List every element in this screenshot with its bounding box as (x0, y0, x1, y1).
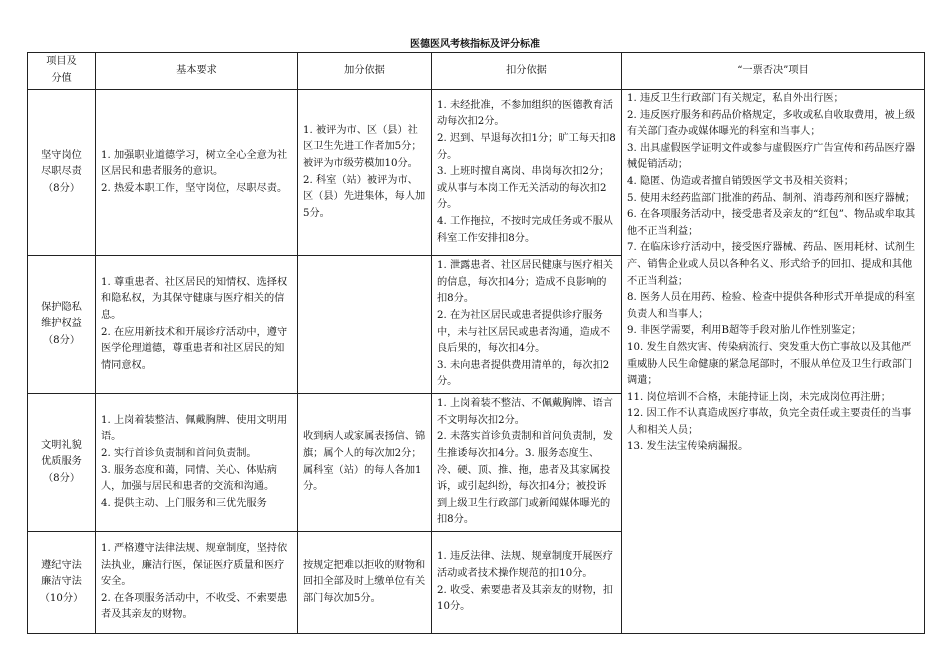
category-line: 维护权益 (41, 318, 82, 330)
category-line: 坚守岗位 (41, 149, 82, 161)
basic-item: 4. 提供主动、上门服务和三优先服务 (101, 497, 267, 509)
category-line: 尽职尽责 (41, 166, 82, 178)
veto-item: 6. 在各项服务活动中，接受患者及亲友的“红包”、物品或牟取其他不正当利益； (627, 209, 916, 237)
basic-item: 2. 实行首诊负责制和首问负责制。 (101, 447, 257, 459)
veto-item: 9. 非医学需要，利用B超等手段对胎儿作性别鉴定； (627, 325, 862, 337)
header-cell: 加分依据 (298, 53, 432, 90)
veto-item: 13. 发生法宝传染病漏报。 (627, 441, 749, 453)
basic-item: 1. 尊重患者、社区居民的知情权、选择权和隐私权，为其保守健康与医疗相关的信息。 (101, 276, 288, 321)
basic-item: 2. 在各项服务活动中，不收受、不索要患者及其亲友的财物。 (101, 592, 288, 621)
category-cell (28, 394, 96, 532)
deduct-item: 2. 迟到、早退每次扣1分；旷工每天扣8分。 (437, 133, 616, 161)
veto-item: 1. 违反卫生行政部门有关规定，私自外出行医； (627, 93, 844, 104)
deduct-item: 3. 未向患者提供费用清单的，每次扣2分。 (437, 359, 610, 388)
bonus-item: 收到病人或家属表扬信、锦旗；属个人的每次加2分；属科室（站）的每人各加1分。 (303, 431, 426, 493)
header-cell: 扣分依据 (432, 53, 622, 90)
deduct-item: 1. 上岗着装不整洁、不佩戴胸牌、语言不文明每次扣2分。 (437, 398, 613, 426)
category-line: （8分） (42, 182, 81, 194)
veto-item: 7. 在临床诊疗活动中，接受医疗器械、药品、医用耗材、试剂生产、销售企业或人员以各种名义、形式给予的回扣、提成和其他不正当利益； (627, 242, 916, 287)
category-cell (28, 532, 96, 634)
deduct-cell (432, 394, 622, 532)
basic-item: 1. 严格遵守法律法规、规章制度，坚持依法执业，廉洁行医，保证医疗质量和医疗安全。 (101, 543, 288, 588)
deduct-item: 2. 在为社区居民或患者提供诊疗服务中，未与社区居民或患者沟通，造成不良后果的，每次扣4分。 (437, 309, 611, 355)
veto-item: 12. 因工作不认真造成医疗事故，负完全责任或主要责任的当事人和相关人员； (627, 408, 912, 436)
veto-item: 2. 违反医疗服务和药品价格规定，多收或私自收取费用，被上级有关部门查办或媒体曝光的科室和当事人； (627, 109, 916, 138)
bonus-cell (298, 90, 432, 256)
basic-item: 2. 热爱本职工作，坚守岗位，尽职尽责。 (101, 182, 288, 194)
basic-cell (96, 394, 298, 532)
veto-item: 5. 使用未经药监部门批准的药品、制剂、消毒药剂和医疗器械； (627, 192, 916, 204)
basic-cell (96, 90, 298, 256)
deduct-item: 1. 违反法律、法规、规章制度开展医疗活动或者技术操作规范的扣10分。 (437, 551, 613, 579)
category-line: （10分） (39, 592, 84, 604)
table-header-row (28, 53, 925, 90)
page-title: 医德医风考核指标及评分标准 (410, 39, 540, 50)
table-row (28, 90, 925, 256)
header-cell: 基本要求 (96, 53, 298, 90)
veto-item: 3. 出具虚假医学证明文件或参与虚假医疗广告宣传和药品医疗器械促销活动； (627, 142, 916, 171)
category-cell (28, 256, 96, 394)
veto-item: 10. 发生自然灾害、传染病流行、突发重大伤亡事故以及其他严重威胁人民生命健康的紧急尾部时，不服从单位及卫生行政部门调遣； (627, 341, 913, 387)
category-line: 保护隐私 (41, 301, 82, 313)
veto-item: 11. 岗位培训不合格，未能持证上岗，未完成岗位再注册； (627, 391, 891, 403)
bonus-item: 1. 被评为市、区（县）社区卫生先进工作者加5分；被评为市级劳模加10分。 (303, 124, 422, 169)
evaluation-table (27, 52, 925, 634)
bonus-cell (298, 394, 432, 532)
header-cell: 项目及 分值 (28, 53, 96, 90)
veto-item: 4. 隐匿、伪造或者擅自销毁医学文书及相关资料； (627, 175, 854, 187)
category-line: 遵纪守法 (41, 559, 82, 571)
bonus-cell (298, 256, 432, 394)
basic-cell (96, 256, 298, 394)
basic-item: 1. 加强职业道德学习，树立全心全意为社区居民和患者服务的意识。 (101, 149, 288, 178)
category-cell (28, 90, 96, 256)
category-line: 优质服务 (41, 456, 82, 468)
veto-cell (622, 90, 925, 634)
deduct-cell (432, 256, 622, 394)
deduct-item: 4. 工作拖拉，不按时完成任务或不服从科室工作安排扣8分。 (437, 215, 613, 244)
deduct-item: 2. 收受、索要患者及其亲友的财物，扣10分。 (437, 584, 613, 613)
bonus-item: 按规定把难以拒收的财物和回扣全部及时上缴单位有关部门每次加5分。 (303, 559, 426, 604)
basic-cell (96, 532, 298, 634)
deduct-item: 3. 上班时擅自离岗、串岗每次扣2分；或从事与本岗工作无关活动的每次扣2分。 (437, 166, 610, 211)
bonus-cell (298, 532, 432, 634)
header-cell: “一票否决”项目 (622, 53, 925, 90)
category-line: （8分） (42, 334, 81, 346)
deduct-item: 2. 未落实首诊负责制和首问负责制，发生推诿每次扣4分。3. 服务态度生、冷、硬、顶、推、拖，患者及其家属投诉，或引起纠纷，每次扣4分；被投诉到上级卫生行政部门或新闻媒体曝光的扣8分。 (437, 431, 613, 526)
category-line: 廉洁守法 (41, 576, 82, 588)
category-line: （8分） (42, 472, 81, 484)
basic-item: 3. 服务态度和蔼，同情、关心、体贴病人，加强与居民和患者的交流和沟通。 (101, 464, 277, 493)
veto-item: 8. 医务人员在用药、检验、检查中提供各种形式开单提成的科室负责人和当事人； (627, 292, 916, 320)
deduct-cell (432, 532, 622, 634)
deduct-item: 1. 未经批准，不参加组织的医德教育活动每次扣2分。 (437, 99, 613, 128)
deduct-item: 1. 泄露患者、社区居民健康与医疗相关的信息，每次扣4分；造成不良影响的扣8分。 (437, 260, 613, 305)
bonus-item: 2. 科室（站）被评为市、区（县）先进集体，每人加5分。 (303, 174, 426, 219)
basic-item: 1. 上岗着装整洁、佩戴胸牌、使用文明用语。 (101, 414, 288, 443)
category-line: 文明礼貌 (41, 439, 82, 451)
basic-item: 2. 在应用新技术和开展诊疗活动中，遵守医学伦理道德，尊重患者和社区居民的知情同意权。 (101, 326, 288, 371)
deduct-cell (432, 90, 622, 256)
